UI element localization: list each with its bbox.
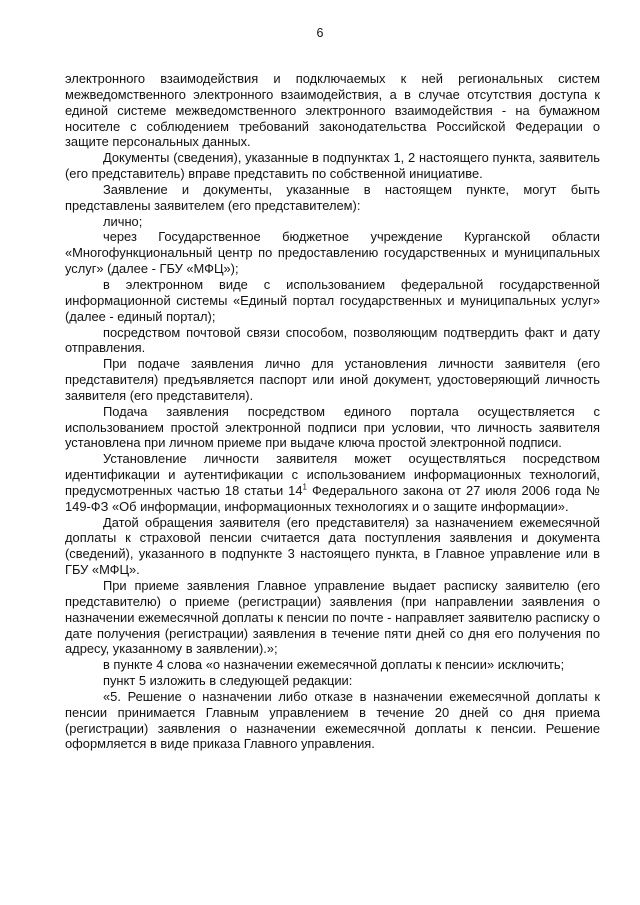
paragraph-identity-authentication (65, 451, 600, 514)
document-body (65, 71, 600, 752)
paragraph-portal-signature: Подача заявления посредством единого портала осуществляется с использованием простой электронной подписи при условии, что личность заявителя установлена при личном приеме при выдаче ключа простой электронной подписи. (65, 403, 600, 451)
superscript: 1 (302, 482, 307, 492)
paragraph-submission-methods: Заявление и документы, указанные в настоящем пункте, могут быть представлены заявителем (его представителем): (65, 181, 600, 213)
paragraph-in-person: лично; (103, 213, 143, 229)
paragraph-text-before: Установление личности заявителя может осуществляться посредством идентификации и аутентификации с использованием информационных технологий, предусмотренных частью 18 статьи 14 (65, 451, 600, 498)
paragraph-receipt: При приеме заявления Главное управление выдает расписку заявителю (его представителю) о приеме (регистрации) заявления (при направлении заявления о назначении ежемесячной доплаты к пенсии по почте - направляет заявителю расписку о дате получения (регистрации) заявления в течение пяти дней со дня его получения по адресу, указанному в заявлении).»; (65, 578, 600, 657)
paragraph-postal: посредством почтовой связи способом, позволяющим подтвердить факт и дату отправления. (65, 324, 600, 356)
paragraph-text-after: Федерального закона от 27 июля 2006 года № 149-ФЗ «Об информации, информационных технологиях и о защите информации». (65, 482, 600, 514)
paragraph-identity-in-person: При подаче заявления лично для установления личности заявителя (его представителя) предъявляется паспорт или иной документ, удостоверяющий личность заявителя (его представителя). (65, 356, 600, 403)
paragraph-application-date: Датой обращения заявителя (его представителя) за назначением ежемесячной доплаты к страховой пенсии считается дата поступления заявления и документа (сведений), указанного в подпункте 3 настоящего пункта, в Главное управление или в ГБУ «МФЦ». (65, 514, 600, 578)
paragraph-continuation: электронного взаимодействия и подключаемых к ней региональных систем межведомственного электронного взаимодействия, а в случае отсутствия доступа к единой системе межведомственного электронного взаимодействия - на бумажном носителе с соблюдением требований законодательства Российской Федерации о защите персональных данных. (65, 71, 600, 150)
paragraph-documents-own-initiative: Документы (сведения), указанные в подпунктах 1, 2 настоящего пункта, заявитель (его представитель) вправе представить по собственной инициативе. (65, 150, 600, 182)
paragraph-amend-point-4: в пункте 4 слова «о назначении ежемесячной доплаты к пенсии» исключить; (103, 657, 565, 673)
paragraph-amend-point-5: пункт 5 изложить в следующей редакции: (103, 673, 353, 689)
paragraph-via-mfc: через Государственное бюджетное учреждение Курганской области «Многофункциональный центр по предоставлению государственных и муниципальных услуг» (далее - ГБУ «МФЦ»); (65, 229, 600, 277)
paragraph-electronic: в электронном виде с использованием федеральной государственной информационной системы «Единый портал государственных и муниципальных услуг» (далее - единый портал); (65, 276, 600, 324)
paragraph-point-5-text: «5. Решение о назначении либо отказе в назначении ежемесячной доплаты к пенсии принимается Главным управлением в течение 20 дней со дня приема (регистрации) заявления о назначении ежемесячной доплаты к пенсии. Решение оформляется в виде приказа Главного управления. (65, 688, 600, 752)
page-number: 6 (316, 26, 324, 40)
